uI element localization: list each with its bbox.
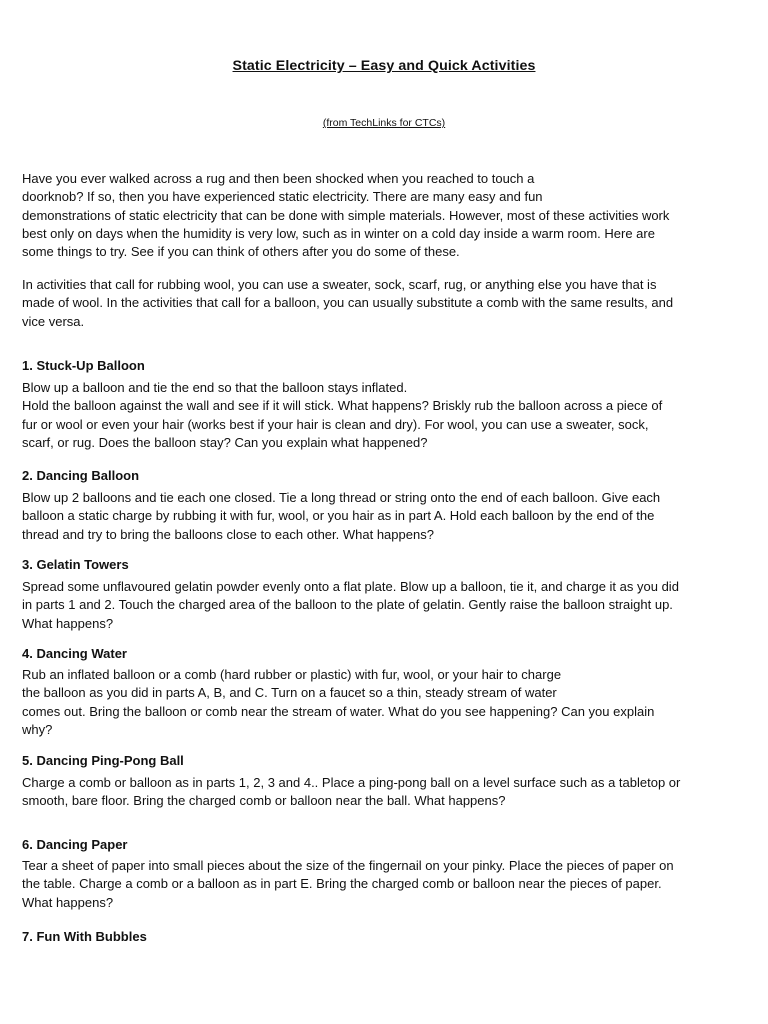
- activity-line: the table. Charge a comb or a balloon as in part E. Bring the charged comb or balloon near the pieces of paper.: [22, 876, 662, 892]
- intro-line: Have you ever walked across a rug and then been shocked when you reached to touch a: [22, 171, 535, 186]
- activity-line: What happens?: [22, 894, 114, 910]
- wool-note-paragraph: [22, 276, 748, 331]
- intro-paragraph: [22, 170, 748, 261]
- activity-heading-5: 5. Dancing Ping-Pong Ball: [22, 753, 184, 768]
- wool-note-line: vice versa.: [22, 313, 85, 329]
- intro-line: best only on days when the humidity is very low, such as in winter on a cold day inside a warm room. Here are: [22, 225, 655, 241]
- activity-line: What happens?: [22, 615, 114, 631]
- activity-heading-6: 6. Dancing Paper: [22, 837, 128, 852]
- activity-line: thread and try to bring the balloons close to each other. What happens?: [22, 526, 434, 542]
- activity-line: scarf, or rug. Does the balloon stay? Can you explain what happened?: [22, 434, 428, 450]
- activity-line: Tear a sheet of paper into small pieces about the size of the fingernail on your pinky. Place the pieces of paper on: [22, 858, 674, 873]
- document-title: Static Electricity – Easy and Quick Activities: [232, 58, 536, 74]
- activity-line: Blow up 2 balloons and tie each one closed. Tie a long thread or string onto the end of each balloon. Give each: [22, 490, 661, 505]
- activity-heading-7: 7. Fun With Bubbles: [22, 929, 147, 944]
- activity-line: smooth, bare floor. Bring the charged comb or balloon near the ball. What happens?: [22, 793, 506, 809]
- activity-body-4: [22, 666, 748, 739]
- activity-line: fur or wool or even your hair (works best if your hair is clean and dry). For wool, you can use a sweater, sock,: [22, 416, 649, 432]
- activity-body-1: [22, 379, 748, 452]
- activity-line: comes out. Bring the balloon or comb near the stream of water. What do you see happening? Can you explain: [22, 703, 655, 719]
- activity-heading-1: 1. Stuck-Up Balloon: [22, 358, 145, 373]
- activity-line: in parts 1 and 2. Touch the charged area of the balloon to the plate of gelatin. Gently raise the balloon straight up.: [22, 597, 673, 613]
- activity-body-2: [22, 489, 748, 544]
- activity-line: Blow up a balloon and tie the end so that the balloon stays inflated.: [22, 380, 408, 395]
- activity-heading-2: 2. Dancing Balloon: [22, 468, 140, 483]
- activity-line: Rub an inflated balloon or a comb (hard rubber or plastic) with fur, wool, or your hair to charge: [22, 667, 562, 682]
- activity-line: Spread some unflavoured gelatin powder evenly onto a flat plate. Blow up a balloon, tie it, and charge it as you did: [22, 579, 679, 594]
- intro-line: demonstrations of static electricity that can be done with simple materials. However, most of these activities work: [22, 207, 670, 223]
- document-source: (from TechLinks for CTCs): [322, 117, 446, 129]
- activity-line: balloon a static charge by rubbing it with fur, wool, or you hair as in part A. Hold each balloon by the end of the: [22, 508, 655, 524]
- activity-line: Hold the balloon against the wall and see if it will stick. What happens? Briskly rub the balloon across a piece of: [22, 398, 663, 414]
- intro-line: some things to try. See if you can think of others after you do some of these.: [22, 244, 460, 260]
- intro-line: doorknob? If so, then you have experienced static electricity. There are many easy and fun: [22, 189, 543, 205]
- wool-note-line: made of wool. In the activities that call for a balloon, you can usually substitute a comb with the same results, and: [22, 295, 674, 311]
- activity-body-5: [22, 774, 748, 811]
- activity-heading-4: 4. Dancing Water: [22, 646, 127, 661]
- activity-heading-3: 3. Gelatin Towers: [22, 557, 129, 572]
- activity-body-3: [22, 578, 748, 633]
- activity-line: the balloon as you did in parts A, B, and C. Turn on a faucet so a thin, steady stream of water: [22, 685, 557, 701]
- activity-line: why?: [22, 721, 53, 737]
- wool-note-line: In activities that call for rubbing wool, you can use a sweater, sock, scarf, rug, or anything else you have that is: [22, 277, 657, 292]
- activity-body-6: [22, 857, 748, 912]
- activity-line: Charge a comb or balloon as in parts 1, 2, 3 and 4.. Place a ping-pong ball on a level surface such as a tabletop or: [22, 775, 681, 790]
